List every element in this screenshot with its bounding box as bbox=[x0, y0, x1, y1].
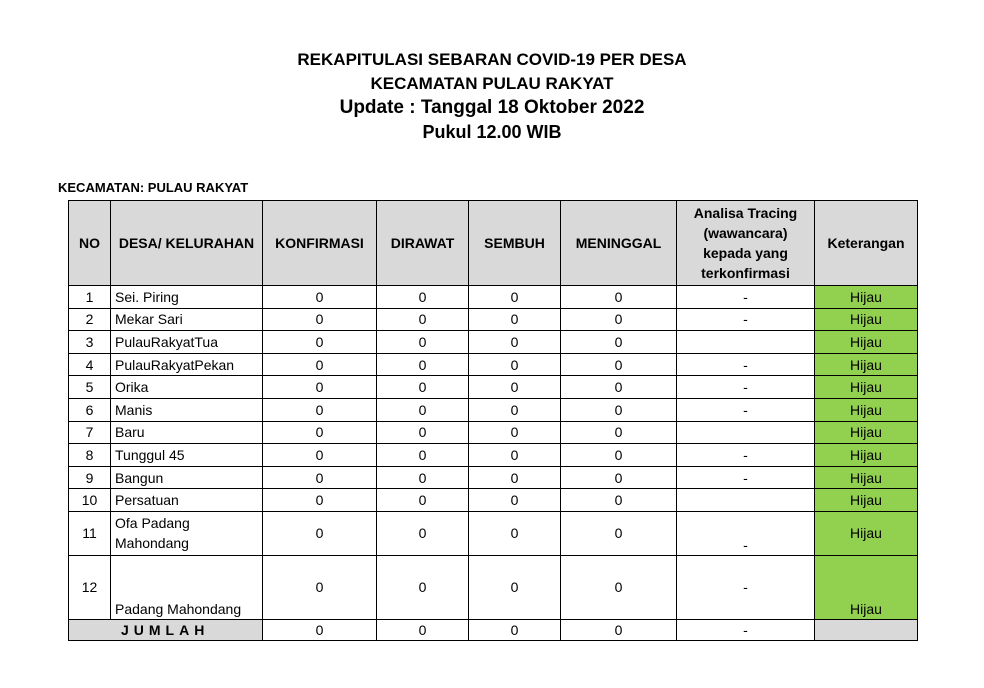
cell-dirawat: 0 bbox=[377, 353, 469, 376]
cell-no: 5 bbox=[69, 376, 111, 399]
cell-no: 3 bbox=[69, 331, 111, 354]
covid-table bbox=[68, 200, 918, 641]
cell-konfirmasi: 0 bbox=[263, 489, 377, 512]
cell-tracing bbox=[677, 489, 815, 512]
cell-meninggal: 0 bbox=[561, 489, 677, 512]
cell-keterangan: Hijau bbox=[815, 555, 918, 619]
table-row bbox=[69, 489, 918, 512]
total-meninggal: 0 bbox=[561, 619, 677, 640]
cell-tracing bbox=[677, 421, 815, 444]
cell-tracing: - bbox=[677, 555, 815, 619]
cell-sembuh: 0 bbox=[469, 555, 561, 619]
table-row bbox=[69, 308, 918, 331]
total-sembuh: 0 bbox=[469, 619, 561, 640]
cell-sembuh: 0 bbox=[469, 489, 561, 512]
header-no: NO bbox=[69, 201, 111, 286]
cell-meninggal: 0 bbox=[561, 286, 677, 309]
header-sembuh: SEMBUH bbox=[469, 201, 561, 286]
cell-tracing: - bbox=[677, 398, 815, 421]
table-row bbox=[69, 511, 918, 555]
title-line-2: KECAMATAN PULAU RAKYAT bbox=[370, 74, 614, 93]
table-row bbox=[69, 555, 918, 619]
cell-meninggal: 0 bbox=[561, 331, 677, 354]
cell-sembuh: 0 bbox=[469, 511, 561, 555]
cell-no: 7 bbox=[69, 421, 111, 444]
cell-meninggal: 0 bbox=[561, 466, 677, 489]
cell-meninggal: 0 bbox=[561, 421, 677, 444]
cell-meninggal: 0 bbox=[561, 398, 677, 421]
header-konfirmasi: KONFIRMASI bbox=[263, 201, 377, 286]
cell-sembuh: 0 bbox=[469, 398, 561, 421]
cell-sembuh: 0 bbox=[469, 466, 561, 489]
cell-desa: Ofa Padang Mahondang bbox=[111, 511, 263, 555]
cell-sembuh: 0 bbox=[469, 444, 561, 467]
table-row bbox=[69, 331, 918, 354]
cell-meninggal: 0 bbox=[561, 353, 677, 376]
total-row bbox=[69, 619, 918, 640]
cell-meninggal: 0 bbox=[561, 308, 677, 331]
total-konfirmasi: 0 bbox=[263, 619, 377, 640]
table-row bbox=[69, 376, 918, 399]
table-row bbox=[69, 466, 918, 489]
cell-no: 9 bbox=[69, 466, 111, 489]
table-row bbox=[69, 286, 918, 309]
cell-konfirmasi: 0 bbox=[263, 421, 377, 444]
cell-no: 8 bbox=[69, 444, 111, 467]
cell-keterangan: Hijau bbox=[815, 308, 918, 331]
cell-desa: PulauRakyatTua bbox=[111, 331, 263, 354]
report-title bbox=[0, 48, 984, 144]
table-header-row bbox=[69, 201, 918, 286]
cell-konfirmasi: 0 bbox=[263, 308, 377, 331]
cell-desa: Tunggul 45 bbox=[111, 444, 263, 467]
cell-konfirmasi: 0 bbox=[263, 376, 377, 399]
cell-meninggal: 0 bbox=[561, 555, 677, 619]
cell-dirawat: 0 bbox=[377, 286, 469, 309]
cell-sembuh: 0 bbox=[469, 331, 561, 354]
total-tracing: - bbox=[677, 619, 815, 640]
cell-no: 4 bbox=[69, 353, 111, 376]
cell-konfirmasi: 0 bbox=[263, 555, 377, 619]
cell-sembuh: 0 bbox=[469, 376, 561, 399]
title-line-1: REKAPITULASI SEBARAN COVID-19 PER DESA bbox=[297, 50, 687, 69]
cell-no: 11 bbox=[69, 511, 111, 555]
cell-desa: Mekar Sari bbox=[111, 308, 263, 331]
total-label: JUMLAH bbox=[69, 619, 263, 640]
cell-no: 12 bbox=[69, 555, 111, 619]
header-tracing: Analisa Tracing (wawancara) kepada yang terkonfirmasi bbox=[677, 201, 815, 286]
cell-konfirmasi: 0 bbox=[263, 353, 377, 376]
header-dirawat: DIRAWAT bbox=[377, 201, 469, 286]
cell-dirawat: 0 bbox=[377, 376, 469, 399]
cell-no: 10 bbox=[69, 489, 111, 512]
cell-no: 2 bbox=[69, 308, 111, 331]
cell-dirawat: 0 bbox=[377, 398, 469, 421]
cell-desa: Padang Mahondang bbox=[111, 555, 263, 619]
cell-keterangan: Hijau bbox=[815, 398, 918, 421]
cell-desa: Baru bbox=[111, 421, 263, 444]
cell-tracing: - bbox=[677, 353, 815, 376]
cell-sembuh: 0 bbox=[469, 286, 561, 309]
cell-keterangan: Hijau bbox=[815, 489, 918, 512]
cell-keterangan: Hijau bbox=[815, 466, 918, 489]
cell-dirawat: 0 bbox=[377, 466, 469, 489]
kecamatan-label: KECAMATAN: PULAU RAKYAT bbox=[58, 180, 249, 195]
cell-desa: PulauRakyatPekan bbox=[111, 353, 263, 376]
cell-sembuh: 0 bbox=[469, 353, 561, 376]
cell-konfirmasi: 0 bbox=[263, 331, 377, 354]
cell-desa: Persatuan bbox=[111, 489, 263, 512]
cell-tracing: - bbox=[677, 466, 815, 489]
cell-no: 1 bbox=[69, 286, 111, 309]
cell-desa: Bangun bbox=[111, 466, 263, 489]
title-time: Pukul 12.00 WIB bbox=[422, 122, 562, 142]
cell-tracing: - bbox=[677, 308, 815, 331]
cell-dirawat: 0 bbox=[377, 421, 469, 444]
cell-meninggal: 0 bbox=[561, 444, 677, 467]
cell-konfirmasi: 0 bbox=[263, 286, 377, 309]
cell-meninggal: 0 bbox=[561, 376, 677, 399]
cell-konfirmasi: 0 bbox=[263, 444, 377, 467]
cell-desa: Orika bbox=[111, 376, 263, 399]
cell-keterangan: Hijau bbox=[815, 444, 918, 467]
cell-tracing: - bbox=[677, 511, 815, 555]
cell-tracing: - bbox=[677, 444, 815, 467]
cell-dirawat: 0 bbox=[377, 511, 469, 555]
cell-konfirmasi: 0 bbox=[263, 466, 377, 489]
cell-keterangan: Hijau bbox=[815, 511, 918, 555]
total-dirawat: 0 bbox=[377, 619, 469, 640]
cell-no: 6 bbox=[69, 398, 111, 421]
cell-dirawat: 0 bbox=[377, 444, 469, 467]
cell-desa: Sei. Piring bbox=[111, 286, 263, 309]
cell-konfirmasi: 0 bbox=[263, 398, 377, 421]
table-row bbox=[69, 398, 918, 421]
cell-sembuh: 0 bbox=[469, 421, 561, 444]
table-row bbox=[69, 421, 918, 444]
cell-sembuh: 0 bbox=[469, 308, 561, 331]
title-update-date: Update : Tanggal 18 Oktober 2022 bbox=[339, 97, 645, 118]
cell-tracing bbox=[677, 331, 815, 354]
header-meninggal: MENINGGAL bbox=[561, 201, 677, 286]
cell-dirawat: 0 bbox=[377, 331, 469, 354]
cell-desa: Manis bbox=[111, 398, 263, 421]
cell-keterangan: Hijau bbox=[815, 376, 918, 399]
cell-konfirmasi: 0 bbox=[263, 511, 377, 555]
table-row bbox=[69, 353, 918, 376]
cell-keterangan: Hijau bbox=[815, 353, 918, 376]
header-keterangan: Keterangan bbox=[815, 201, 918, 286]
cell-dirawat: 0 bbox=[377, 308, 469, 331]
table-row bbox=[69, 444, 918, 467]
cell-dirawat: 0 bbox=[377, 489, 469, 512]
cell-keterangan: Hijau bbox=[815, 421, 918, 444]
cell-meninggal: 0 bbox=[561, 511, 677, 555]
total-keterangan bbox=[815, 619, 918, 640]
header-desa: DESA/ KELURAHAN bbox=[111, 201, 263, 286]
cell-keterangan: Hijau bbox=[815, 331, 918, 354]
cell-dirawat: 0 bbox=[377, 555, 469, 619]
cell-keterangan: Hijau bbox=[815, 286, 918, 309]
cell-tracing: - bbox=[677, 376, 815, 399]
cell-tracing: - bbox=[677, 286, 815, 309]
